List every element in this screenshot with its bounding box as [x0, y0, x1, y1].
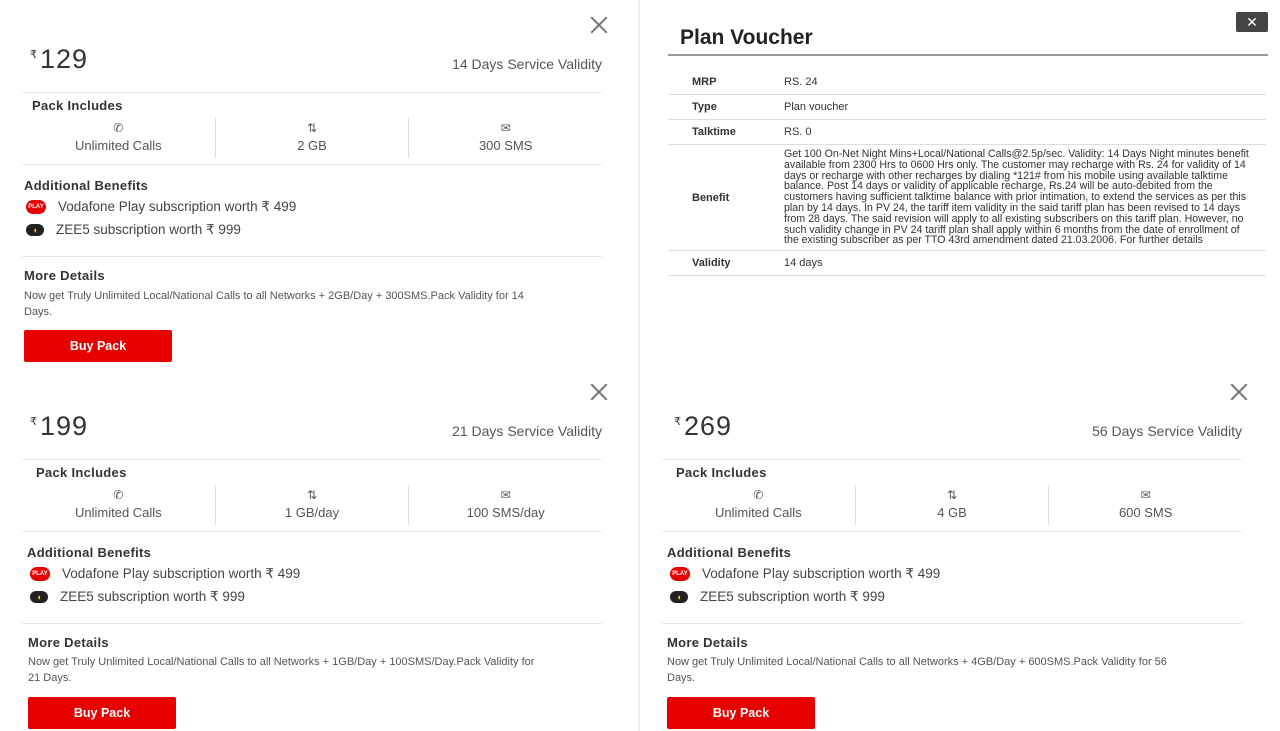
plan-voucher-panel [668, 10, 1268, 355]
include-label: 300 SMS [478, 138, 533, 153]
include-label: 2 GB [297, 138, 327, 153]
column-separator [638, 0, 640, 731]
sms-icon: ✉ [1140, 488, 1151, 502]
buy-pack-button[interactable]: Buy Pack [667, 697, 815, 729]
include-calls [22, 118, 216, 158]
additional-benefits-title: Additional Benefits [27, 545, 152, 560]
phone-icon: ✆ [113, 488, 124, 502]
title-rule [668, 54, 1268, 56]
phone-icon: ✆ [113, 121, 124, 135]
row-value: RS. 24 [774, 70, 1266, 95]
rupee-symbol: ₹ [30, 416, 38, 428]
pack-price [30, 411, 88, 442]
include-sms [1049, 485, 1242, 525]
divider [22, 256, 602, 257]
include-label: Unlimited Calls [74, 505, 162, 520]
service-validity: 56 Days Service Validity [1092, 423, 1242, 439]
row-key: MRP [668, 70, 774, 95]
include-calls [22, 485, 216, 525]
pack-price [674, 411, 732, 442]
benefit-text: ZEE5 subscription worth ₹ 999 [56, 222, 241, 237]
benefit-text: ZEE5 subscription worth ₹ 999 [700, 589, 885, 604]
row-value: RS. 0 [774, 120, 1266, 145]
vodafone-play-icon: PLAY [26, 200, 46, 214]
row-key: Talktime [668, 120, 774, 145]
phone-icon: ✆ [753, 488, 764, 502]
include-label: 600 SMS [1118, 505, 1173, 520]
zee5-icon: ◖ [30, 591, 48, 603]
table-row [668, 95, 1266, 120]
sms-icon: ✉ [500, 488, 511, 502]
divider [22, 623, 602, 624]
benefit-item [30, 566, 300, 582]
row-key: Type [668, 95, 774, 120]
include-label: 4 GB [937, 505, 967, 520]
more-details-text: Now get Truly Unlimited Local/National Calls to all Networks + 1GB/Day + 100SMS/Day.Pack Validity for 21 Days. [28, 656, 535, 684]
data-icon: ⇅ [306, 121, 318, 135]
include-label: Unlimited Calls [74, 138, 162, 153]
divider [22, 92, 602, 93]
benefit-text: Vodafone Play subscription worth ₹ 499 [58, 199, 297, 214]
include-data [216, 485, 410, 525]
row-value: Plan voucher [774, 95, 1266, 120]
rupee-symbol: ₹ [30, 49, 38, 61]
include-calls [662, 485, 856, 525]
vodafone-play-icon: PLAY [30, 567, 50, 581]
benefit-item [670, 566, 940, 582]
rupee-symbol: ₹ [674, 416, 682, 428]
table-row [668, 145, 1266, 251]
more-details-title: More Details [667, 635, 748, 650]
include-label: 1 GB/day [284, 505, 340, 520]
service-validity: 14 Days Service Validity [452, 56, 602, 72]
close-icon[interactable] [588, 381, 610, 403]
more-details-title: More Details [24, 268, 105, 283]
data-icon: ⇅ [306, 488, 318, 502]
price-value: 199 [40, 411, 89, 441]
table-row [668, 70, 1266, 95]
service-validity: 21 Days Service Validity [452, 423, 602, 439]
benefit-text: Vodafone Play subscription worth ₹ 499 [62, 566, 301, 581]
include-data [216, 118, 410, 158]
divider [662, 459, 1242, 460]
buy-pack-button[interactable]: Buy Pack [28, 697, 176, 729]
include-sms [409, 118, 602, 158]
table-row [668, 251, 1266, 276]
pack-includes-title: Pack Includes [32, 98, 123, 113]
pack-includes-row [22, 118, 602, 158]
sms-icon: ✉ [500, 121, 511, 135]
voucher-table [668, 70, 1266, 276]
price-value: 129 [40, 44, 89, 74]
additional-benefits-title: Additional Benefits [24, 178, 149, 193]
close-icon[interactable]: ✕ [1236, 12, 1268, 32]
benefit-item [670, 589, 885, 605]
close-icon[interactable] [1228, 381, 1250, 403]
include-label: Unlimited Calls [714, 505, 802, 520]
more-details-text: Now get Truly Unlimited Local/National Calls to all Networks + 4GB/Day + 600SMS.Pack Validity for 56 Days. [667, 656, 1167, 684]
additional-benefits-title: Additional Benefits [667, 545, 792, 560]
table-row [668, 120, 1266, 145]
divider [22, 164, 602, 165]
zee5-icon: ◖ [670, 591, 688, 603]
pack-includes-title: Pack Includes [676, 465, 767, 480]
vodafone-play-icon: PLAY [670, 567, 690, 581]
close-icon[interactable] [588, 14, 610, 36]
benefit-text: Vodafone Play subscription worth ₹ 499 [702, 566, 941, 581]
pack-card-199 [20, 377, 620, 731]
voucher-title: Plan Voucher [680, 26, 813, 49]
divider [22, 459, 602, 460]
include-sms [409, 485, 602, 525]
divider [662, 623, 1242, 624]
pack-price [30, 44, 88, 75]
pack-includes-row [22, 485, 602, 525]
pack-card-269 [660, 377, 1260, 731]
row-value: 14 days [774, 251, 1266, 276]
zee5-icon: ◖ [26, 224, 44, 236]
benefit-item [30, 589, 245, 605]
benefit-item [26, 222, 241, 238]
include-data [856, 485, 1050, 525]
price-value: 269 [684, 411, 733, 441]
buy-pack-button[interactable]: Buy Pack [24, 330, 172, 362]
row-value: Get 100 On-Net Night Mins+Local/National Calls@2.5p/sec. Validity: 14 Days Night minutes benefit available from 2300 Hrs to 0600 Hrs only. The customer may recharge with Rs. 24 for validity of 14 days or recharge with other recharges by dialing *121# from his mobile using available talktime balance. Post 14 days or validity of applicable recharge, Rs.24 will be auto-debited from the customers having sufficient talktime balance with prior intimation, to extend the services as per this plan by 14 days. In PV 24, the tariff item validity in the said tariff plan has been revised to 14 days from 28 days. The said revision will apply to all existing subscribers on this tariff plan. However, no such validity change in PV 24 tariff plan shall apply within 6 months from the date of enrollment of the existing subscriber as per TTO 43rd amendment dated 21.03.2006. For further details [774, 145, 1266, 251]
row-key: Validity [668, 251, 774, 276]
benefit-item [26, 199, 296, 215]
benefit-text: ZEE5 subscription worth ₹ 999 [60, 589, 245, 604]
divider [662, 531, 1242, 532]
pack-includes-row [662, 485, 1242, 525]
more-details-title: More Details [28, 635, 109, 650]
more-details-text: Now get Truly Unlimited Local/National Calls to all Networks + 2GB/Day + 300SMS.Pack Validity for 14 Days. [24, 290, 524, 318]
row-key: Benefit [668, 145, 774, 251]
pack-includes-title: Pack Includes [36, 465, 127, 480]
divider [22, 531, 602, 532]
include-label: 100 SMS/day [466, 505, 545, 520]
data-icon: ⇅ [946, 488, 958, 502]
pack-card-129 [20, 10, 620, 370]
